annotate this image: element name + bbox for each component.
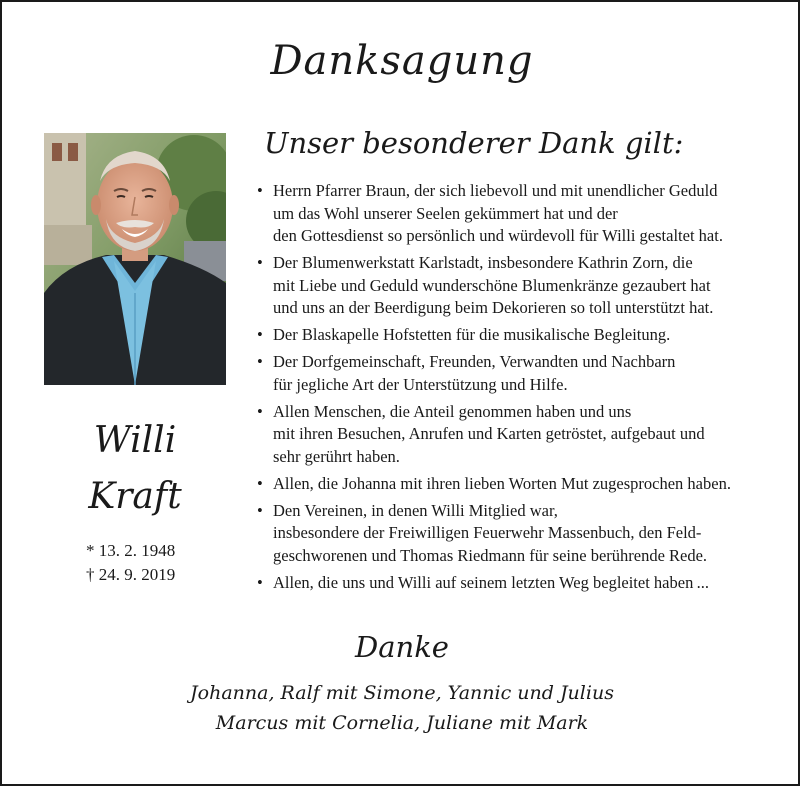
death-date: † 24. 9. 2019 [86,565,176,584]
list-item-line: Den Vereinen, in denen Willi Mitglied war, [273,500,558,520]
list-item-line: sehr gerührt haben. [273,446,400,466]
bullet-icon: • [257,500,263,520]
family-signature-line-2: Marcus mit Cornelia, Juliane mit Mark [215,712,589,734]
bullet-icon: • [257,325,263,344]
list-item-line: Der Dorfgemeinschaft, Freunden, Verwandten und Nachbarn [273,352,676,371]
portrait-photo [44,133,226,385]
life-dates [86,539,175,587]
list-item-line: Herrn Pfarrer Braun, der sich liebevoll und mit unendlicher Geduld [273,181,718,200]
bullet-icon: • [257,572,263,592]
deceased-first-name: Willi [93,420,177,461]
list-item [254,252,784,320]
thanks-list [254,180,784,599]
list-item-line: mit ihren Besuchen, Anrufen und Karten getröstet, aufgebaut und [273,424,705,443]
list-item [254,500,784,568]
portrait-illustration [44,133,226,385]
list-item-line: und uns an der Beerdigung beim Dekorieren so toll unterstützt hat. [273,298,714,317]
bullet-icon: • [257,473,263,493]
list-item-line: Allen, die Johanna mit ihren lieben Worten Mut zugesprochen haben. [273,473,731,493]
family-signature-line-1: Johanna, Ralf mit Simone, Yannic und Julius [190,682,614,704]
birth-date: * 13. 2. 1948 [86,541,176,560]
list-item-line: Allen, die uns und Willi auf seinem letzten Weg begleitet haben ... [273,572,710,592]
list-item [254,324,784,347]
list-item-line: insbesondere der Freiwilligen Feuerwehr Massenbuch, den Feld- [273,523,702,542]
notice-subtitle: Unser besonderer Dank gilt: [264,126,684,160]
deceased-last-name: Kraft [88,476,182,517]
list-item [254,572,784,595]
bullet-icon: • [257,253,263,272]
bullet-icon: • [257,401,263,421]
list-item-line: um das Wohl unserer Seelen gekümmert hat und der [273,203,618,223]
list-item [254,401,784,469]
list-item-line: geschworenen und Thomas Riedmann für seine berührende Rede. [273,545,708,565]
list-item-line: Allen Menschen, die Anteil genommen haben und uns [273,401,632,421]
list-item [254,351,784,396]
list-item [254,180,784,248]
bullet-icon: • [257,181,263,200]
list-item-line: Der Blaskapelle Hofstetten für die musikalische Begleitung. [273,325,671,344]
notice-title: Danksagung [270,38,534,84]
list-item [254,473,784,496]
bullet-icon: • [257,352,263,371]
closing-thanks: Danke [355,630,449,664]
list-item-line: den Gottesdienst so persönlich und würdevoll für Willi gestaltet hat. [273,226,723,245]
list-item-line: Der Blumenwerkstatt Karlstadt, insbesondere Kathrin Zorn, die [273,253,693,272]
list-item-line: für jegliche Art der Unterstützung und Hilfe. [273,374,568,394]
list-item-line: mit Liebe und Geduld wunderschöne Blumenkränze gezaubert hat [273,275,711,295]
